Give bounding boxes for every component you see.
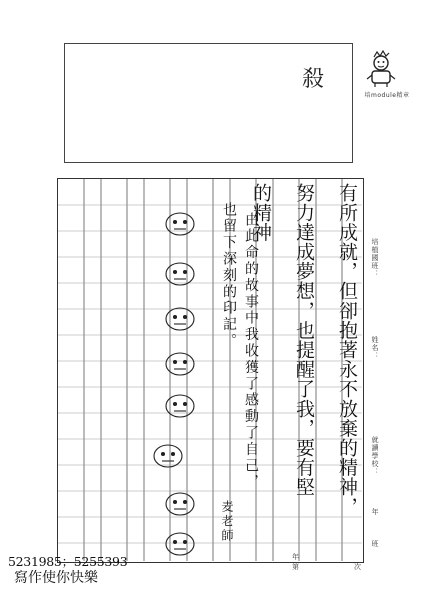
essay-column-5: 也留下深刻的印記。 [221, 202, 237, 350]
grade-label: 年 [371, 508, 379, 516]
name-label: 姓名： [371, 336, 379, 360]
sticker [166, 353, 194, 375]
sticker [166, 308, 194, 330]
teacher-comment-box [64, 43, 353, 163]
class-number-label: 班 [371, 540, 379, 548]
sticker [154, 445, 182, 467]
school-label: 就讀學校： [371, 436, 379, 476]
sticker [166, 533, 194, 555]
sticker [166, 263, 194, 285]
year-label: 年 [292, 553, 299, 561]
essay-column-2: 努力達成夢想，也提醒了我，要有堅 [293, 183, 315, 497]
class-label: 培植國班： [371, 238, 379, 278]
essay-column-1: 有所成就，但卻抱著永不放棄的精神， [336, 183, 358, 517]
sheet-label: 次 [354, 563, 361, 571]
number-label: 第 [292, 563, 299, 571]
teacher-comment: 殺 [302, 67, 325, 92]
footer-slogan: 寫作使你快樂 [14, 570, 98, 586]
sticker [166, 395, 194, 417]
sticker [166, 213, 194, 235]
stamp-caption: 培module精章 [364, 92, 410, 99]
writing-grid-sheet [57, 178, 364, 563]
essay-column-3: 的精神 [250, 183, 272, 242]
sticker [166, 493, 194, 515]
contact-phone: 5231985；5255393 [8, 554, 128, 569]
teacher-signature: 麦老師 [220, 500, 234, 544]
reward-stickers [150, 200, 210, 565]
essay-column-4: 由此命的故事中我收獲了感動了自己， [243, 212, 259, 491]
school-mascot-icon [364, 48, 398, 88]
